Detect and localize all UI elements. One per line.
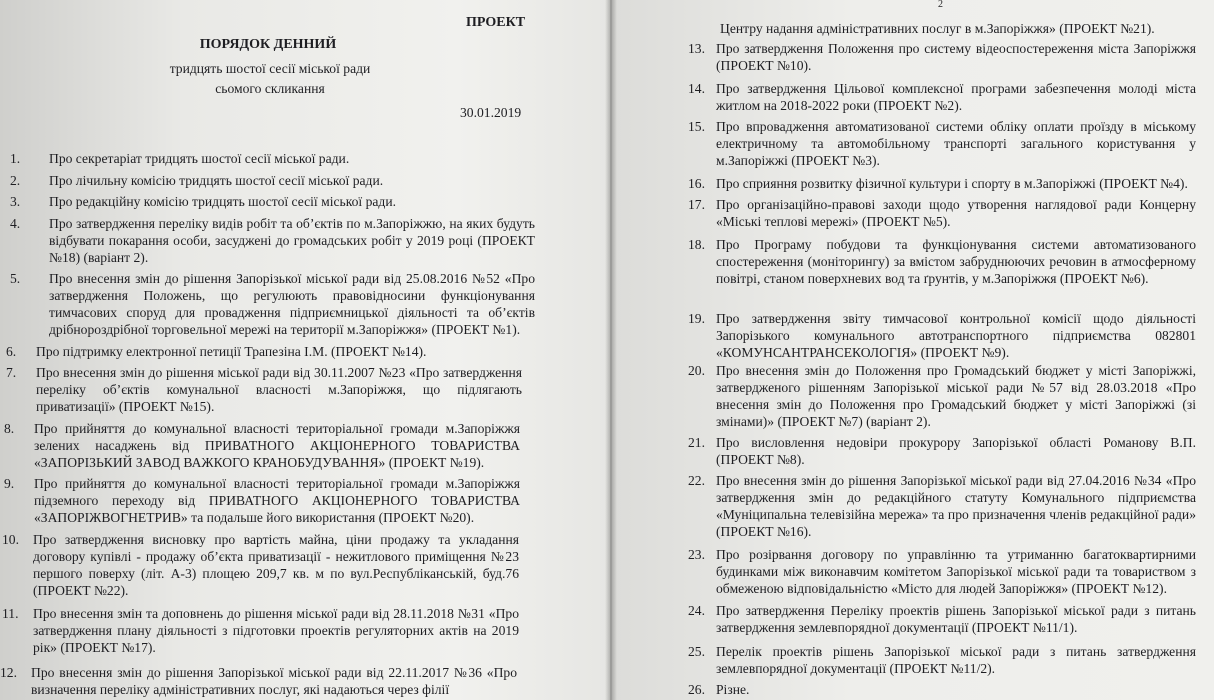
agenda-item-number: 2.	[10, 173, 21, 188]
agenda-item-text: Про розірвання договору по управлінню та утриманню багатоквартирними будинками між виконавчим комітетом Запорізької міської ради та товариством з обмеженою відповідальністю «Місто для людей Запоріжжя» (ПРОЕКТ №12).	[716, 547, 1196, 596]
agenda-item-text: Про висловлення недовіри прокурору Запорізької області Романову В.П. (ПРОЕКТ №8).	[716, 435, 1196, 467]
agenda-item-number: 13.	[688, 41, 705, 56]
agenda-item-number: 14.	[688, 81, 705, 96]
continued-text: Центру надання адміністративних послуг в м.Запоріжжя» (ПРОЕКТ №21).	[720, 21, 1155, 36]
document-date: 30.01.2019	[460, 105, 522, 120]
agenda-item-text: Про секретаріат тридцять шостої сесії міської ради.	[49, 151, 350, 166]
document-title: ПОРЯДОК ДЕННИЙ	[199, 37, 337, 52]
agenda-item-number: 12.	[0, 665, 17, 680]
agenda-item-text: Про внесення змін до рішення Запорізької міської ради від 27.04.2016 №34 «Про затвердження змін до редакційного статуту Комунального підприємства «Муніципальна телевізійна мережа» та про призначення членів редакційної ради» (ПРОЕКТ №16).	[716, 473, 1196, 539]
agenda-item-number: 8.	[4, 421, 15, 436]
agenda-item-number: 21.	[688, 435, 705, 450]
agenda-item-text: Про внесення змін та доповнень до рішення міської ради від 28.11.2018 №31 «Про затвердження плану діяльності з підготовки проектів регуляторних актів на 2019 рік» (ПРОЕКТ №17).	[33, 606, 519, 655]
agenda-item-number: 9.	[4, 476, 15, 491]
page-number: 2	[938, 0, 943, 10]
agenda-item-number: 7.	[6, 365, 17, 380]
session-subtitle: тридцять шостої сесії міської ради	[169, 61, 371, 76]
project-stamp: ПРОЕКТ	[466, 15, 526, 30]
agenda-item-text: Про Програму побудови та функціонування системи автоматизованого спостереження (моніторингу) за вмістом забруднюючих речовин в атмосферному повітрі, станом поверхневих вод та ґрунтів, у м.Запоріжжя (ПРОЕКТ №6).	[716, 237, 1196, 286]
agenda-item-text: Про внесення змін до рішення міської ради від 30.11.2007 №23 «Про затвердження переліку об’єктів комунальної власності м.Запоріжжя, що підлягають приватизації» (ПРОЕКТ №15).	[36, 365, 522, 414]
agenda-item-text: Про лічильну комісію тридцять шостої сесії міської ради.	[49, 173, 384, 188]
agenda-item-number: 6.	[6, 344, 17, 359]
agenda-item-number: 11.	[2, 606, 19, 621]
agenda-item-number: 26.	[688, 682, 705, 697]
agenda-item-text: Про внесення змін до Положення про Громадський бюджет у місті Запоріжжі, затвердженого рішенням Запорізької міської ради №57 від 28.03.2018 «Про внесення змін до Положення про Громадський бюджет у місті Запоріжжі (зі змінами)» (ПРОЕКТ №7) (варіант 2).	[716, 363, 1196, 429]
agenda-item-text: Про підтримку електронної петиції Трапезіна І.М. (ПРОЕКТ №14).	[36, 344, 427, 359]
agenda-item-text: Про прийняття до комунальної власності територіальної громади м.Запоріжжя зелених насаджень від ПРИВАТНОГО АКЦІОНЕРНОГО ТОВАРИСТВА «ЗАПОРІЗЬКИЙ ЗАВОД ВАЖКОГО КРАНОБУДУВАННЯ» (ПРОЕКТ №19).	[34, 421, 520, 470]
agenda-item-text: Про затвердження звіту тимчасової контрольної комісії щодо діяльності Запорізького комунального автотранспортного підприємства 082801 «КОМУНСАНТРАНСЕКОЛОГІЯ» (ПРОЕКТ №9).	[716, 311, 1196, 360]
agenda-item-number: 23.	[688, 547, 705, 562]
agenda-item-text: Перелік проектів рішень Запорізької міської ради з питань затвердження землевпорядної документації (ПРОЕКТ №11/2).	[716, 644, 1196, 676]
agenda-item-number: 24.	[688, 603, 705, 618]
agenda-item-number: 3.	[10, 194, 21, 209]
agenda-item-text: Про затвердження Положення про систему відеоспостереження міста Запоріжжя (ПРОЕКТ №10).	[716, 41, 1196, 73]
convocation-subtitle: сьомого скликання	[215, 81, 325, 96]
agenda-item-text: Різне.	[716, 682, 750, 697]
agenda-item-text: Про внесення змін до рішення Запорізької міської ради від 25.08.2016 №52 «Про затвердження Положень, що регулюють правовідносини функціонування тимчасових споруд для провадження підприємницької діяльності та об’єктів дрібнороздрібної торговельної мережі на території м.Запоріжжя» (ПРОЕКТ №1).	[49, 271, 535, 337]
agenda-item-text: Про затвердження Переліку проектів рішень Запорізької міської ради з питань затвердження землевпорядної документації (ПРОЕКТ №11/1).	[716, 603, 1196, 635]
agenda-item-text: Про затвердження висновку про вартість майна, ціни продажу та укладання договору купівлі - продажу об’єкта приватизації - нежитлового приміщення №23 першого поверху (літ. А-3) площею 209,7 кв. м по вул.Республіканській, буд.76 (ПРОЕКТ №22).	[33, 532, 519, 598]
agenda-item-number: 15.	[688, 119, 705, 134]
agenda-item-text: Про впровадження автоматизованої системи обліку оплати проїзду в міському електричному та автомобільному транспорті загального користування у м.Запоріжжі (ПРОЕКТ №3).	[716, 119, 1196, 168]
agenda-item-text: Про сприяння розвитку фізичної культури і спорту в м.Запоріжжі (ПРОЕКТ №4).	[716, 176, 1188, 191]
agenda-item-number: 20.	[688, 363, 705, 378]
agenda-item-number: 16.	[688, 176, 705, 191]
agenda-item-text: Про редакційну комісію тридцять шостої сесії міської ради.	[49, 194, 397, 209]
agenda-item-number: 19.	[688, 311, 705, 326]
agenda-item-number: 18.	[688, 237, 705, 252]
agenda-item-text: Про організаційно-правові заходи щодо утворення наглядової ради Концерну «Міські теплові мережі» (ПРОЕКТ №5).	[716, 197, 1196, 229]
document-page-right	[612, 0, 1214, 700]
agenda-item-number: 22.	[688, 473, 705, 488]
agenda-item-number: 4.	[10, 216, 21, 231]
agenda-item-number: 17.	[688, 197, 705, 212]
agenda-item-number: 5.	[10, 271, 21, 286]
agenda-item-text: Про внесення змін до рішення Запорізької міської ради від 22.11.2017 №36 «Про визначення переліку адміністративних послуг, які надаються через філії	[31, 665, 517, 697]
agenda-item-number: 25.	[688, 644, 705, 659]
agenda-item-text: Про прийняття до комунальної власності територіальної громади м.Запоріжжя підземного переходу від ПРИВАТНОГО АКЦІОНЕРНОГО ТОВАРИСТВА «ЗАПОРІЖВОГНЕТРИВ» та подальше його використання (ПРОЕКТ №20).	[34, 476, 520, 525]
agenda-item-number: 10.	[2, 532, 19, 547]
agenda-item-text: Про затвердження переліку видів робіт та об’єктів по м.Запоріжжю, на яких будуть відбувати покарання особи, засуджені до громадських робіт у 2019 році (ПРОЕКТ №18) (варіант 2).	[49, 216, 535, 265]
agenda-item-text: Про затвердження Цільової комплексної програми забезпечення молоді міста житлом на 2018-2022 роки (ПРОЕКТ №2).	[716, 81, 1196, 113]
agenda-item-number: 1.	[10, 151, 21, 166]
